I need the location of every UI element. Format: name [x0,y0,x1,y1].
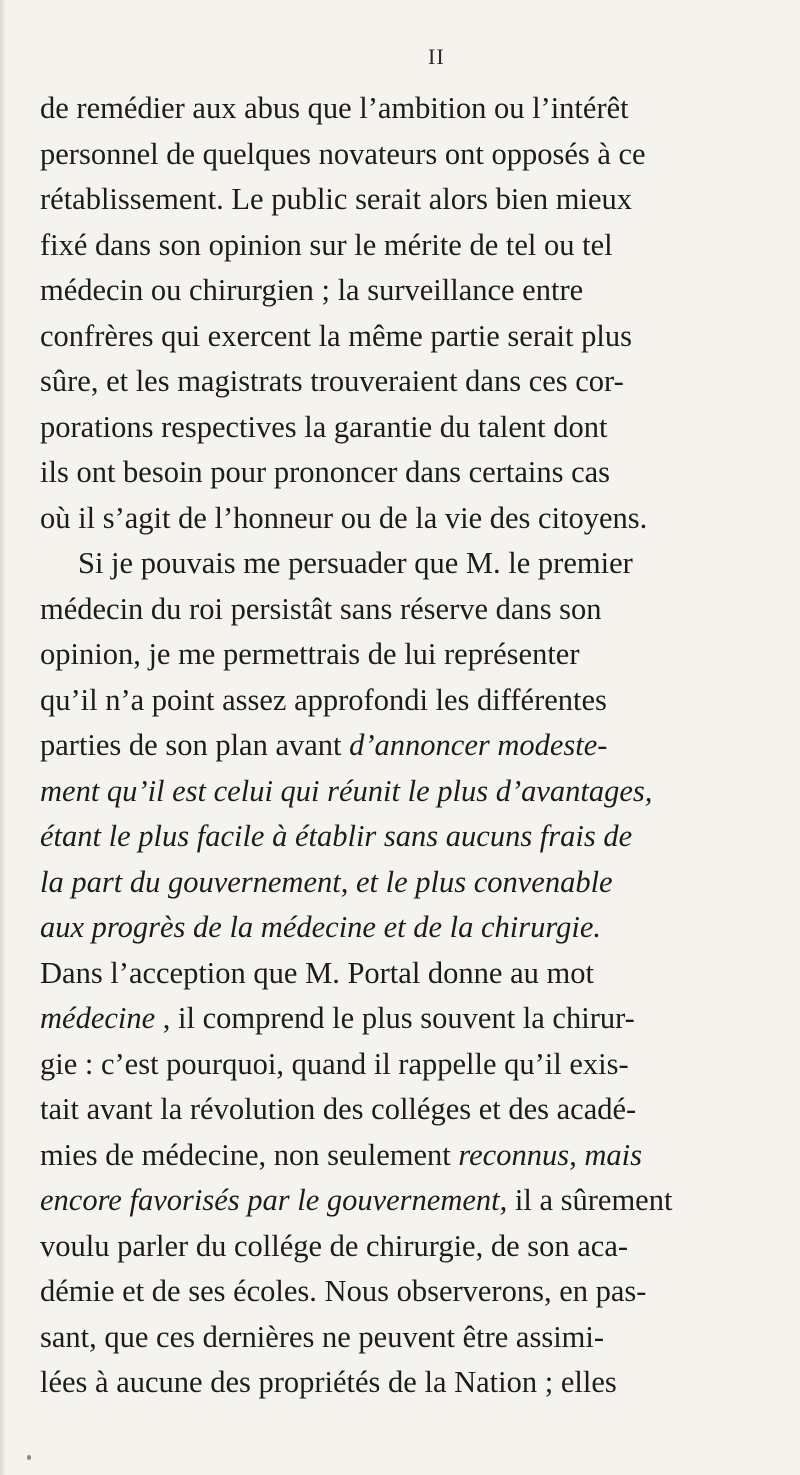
text-run: sûre, et les magistrats trouveraient dans ces cor- [40,364,624,398]
text-line [40,132,760,178]
text-line [40,86,760,132]
text-line [40,1360,760,1406]
text-run: médecin du roi persistât sans réserve dans son [40,591,602,626]
text-line [40,1315,760,1361]
text-run: lées à aucune des propriétés de la Nation ; elles [40,1365,617,1399]
text-run: tait avant la révolution des colléges et des acadé- [40,1092,637,1126]
text-line [40,678,760,724]
text-run: opinion, je me permettrais de lui représenter [40,637,580,671]
italic-text-run: médecine [40,1001,156,1035]
text-line [40,905,760,951]
text-line [40,1042,760,1088]
text-run: démie et de ses écoles. Nous observerons, en pas- [40,1274,647,1308]
text-line [40,1178,760,1224]
body-text [40,86,760,1406]
text-run: rétablissement. Le public serait alors bien mieux [40,182,633,216]
italic-text-run: encore favorisés par le gouvernement, [40,1183,508,1217]
italic-text-run: ment qu’il est celui qui réunit le plus d’avantages, [40,773,653,808]
text-line [40,1087,760,1133]
text-line [40,860,760,906]
text-line [40,769,760,815]
text-line [40,177,760,223]
text-line [40,996,760,1042]
text-run: il a sûrement [507,1183,673,1217]
text-run: Si je pouvais me persuader que M. le premier [78,546,633,580]
text-line [40,496,760,542]
italic-text-run: reconnus, mais [458,1137,642,1172]
text-run: mies de médecine, non seulement [40,1137,459,1172]
text-line [40,1269,760,1315]
text-line [40,223,760,269]
text-run: ils ont besoin pour prononcer dans certains cas [40,455,611,489]
paper-speck [27,1455,31,1460]
text-run: où il s’agit de l’honneur ou de la vie des citoyens. [40,500,648,535]
text-line [40,951,760,997]
text-line [40,268,760,314]
text-line [40,814,760,860]
text-line [40,723,760,769]
text-line [40,541,760,587]
italic-text-run: la part du gouvernement, et le plus convenable [40,864,613,899]
text-run: médecin ou chirurgien ; la surveillance entre [40,273,584,307]
text-line [40,359,760,405]
text-run: porations respectives la garantie du talent dont [40,409,608,444]
text-run: fixé dans son opinion sur le mérite de tel ou tel [40,227,613,262]
text-run: qu’il n’a point assez approfondi les différentes [40,682,607,717]
italic-text-run: étant le plus facile à établir sans aucuns frais de [40,819,633,853]
text-run: confrères qui exercent la même partie serait plus [40,318,632,353]
text-line [40,1224,760,1270]
text-line [40,314,760,360]
text-line [40,587,760,633]
text-line [40,1133,760,1179]
italic-text-run: aux progrès de la médecine et de la chirurgie. [40,910,601,944]
text-line [40,632,760,678]
text-run: voulu parler du collége de chirurgie, de son aca- [40,1228,629,1263]
text-line [40,450,760,496]
text-run: parties de son plan avant [40,728,350,762]
text-run: personnel de quelques novateurs ont opposés à ce [40,136,646,171]
text-run: , il comprend le plus souvent la chirur- [155,1001,635,1035]
italic-text-run: d’annoncer modeste- [349,728,608,762]
text-run: gie : c’est pourquoi, quand il rappelle qu’il exis- [40,1046,629,1081]
text-line [40,405,760,451]
page-gutter-shadow [0,0,6,1475]
text-run: Dans l’acception que M. Portal donne au mot [40,955,594,990]
page-number: II [428,44,445,69]
text-run: de remédier aux abus que l’ambition ou l’intérêt [40,91,629,125]
text-run: sant, que ces dernières ne peuvent être assimi- [40,1319,605,1354]
